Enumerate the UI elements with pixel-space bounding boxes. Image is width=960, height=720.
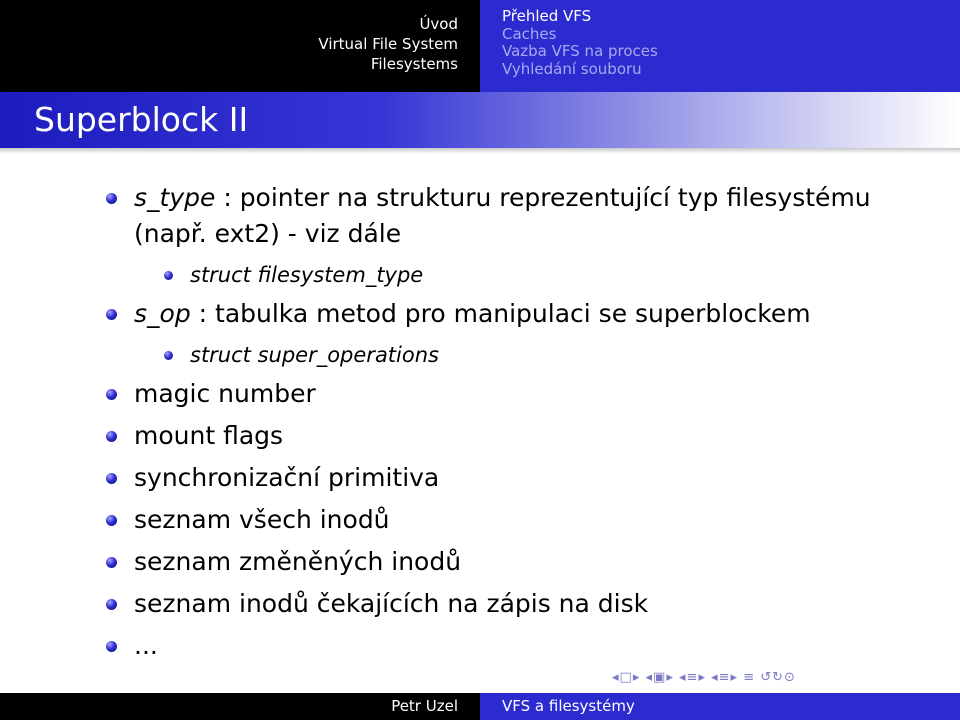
list-item — [106, 586, 926, 622]
bullet-icon — [106, 473, 117, 484]
next-frame-icon[interactable]: ▸ — [632, 670, 641, 685]
item-text: : pointer na strukturu reprezentující typ filesystému (např. ext2) - viz dále — [134, 183, 871, 248]
appendix-icon[interactable]: ≡ — [743, 670, 756, 685]
section-link-vfs[interactable]: Virtual File System — [318, 35, 458, 53]
item-text: synchronizační primitiva — [134, 463, 440, 492]
bullet-icon — [106, 599, 117, 610]
item-text: magic number — [134, 379, 316, 408]
doc-icon[interactable]: ≡ — [718, 670, 731, 685]
footer-author-box — [0, 693, 480, 720]
item-text: : tabulka metod pro manipulaci se superblockem — [190, 299, 811, 328]
footer-title: VFS a filesystémy — [502, 697, 635, 715]
footer-author: Petr Uzel — [391, 697, 458, 715]
bullet-icon — [106, 193, 117, 204]
subsection-link-prehled[interactable]: Přehled VFS — [502, 7, 592, 25]
sub-list-item — [164, 260, 926, 290]
item-text: seznam inodů čekajících na zápis na disk — [134, 589, 649, 618]
section-navigation — [0, 0, 480, 92]
page-title: Superblock II — [34, 100, 249, 139]
section-link-filesystems[interactable]: Filesystems — [370, 55, 458, 73]
subsection-link-vyhledani[interactable]: Vyhledání souboru — [502, 59, 642, 78]
item-text: ... — [134, 631, 158, 660]
item-text: seznam všech inodů — [134, 505, 390, 534]
field-name: s_op — [134, 299, 191, 328]
list-item — [106, 376, 926, 412]
item-text: seznam změněných inodů — [134, 547, 462, 576]
sub-list-item — [164, 340, 926, 370]
list-item — [106, 544, 926, 580]
frame-icon[interactable]: □ — [619, 670, 633, 685]
title-shadow — [0, 148, 960, 154]
section-link-uvod[interactable]: Úvod — [419, 15, 458, 33]
prev-frame-icon[interactable]: ◂ — [612, 670, 620, 685]
bullet-icon — [164, 351, 173, 360]
item-text: mount flags — [134, 421, 284, 450]
item-text: struct super_operations — [190, 343, 439, 367]
footer — [0, 693, 960, 720]
bullet-icon — [106, 515, 117, 526]
slide-content — [106, 180, 926, 664]
bullet-icon — [164, 271, 173, 280]
subsection-navigation — [480, 0, 960, 92]
next-section-icon[interactable]: ▸ — [698, 670, 706, 685]
subsection-link-caches[interactable]: Caches — [502, 24, 557, 43]
list-item — [106, 180, 926, 252]
bullet-icon — [106, 641, 117, 652]
header-navigation — [0, 0, 960, 92]
next-subsection-icon[interactable]: ▸ — [666, 670, 674, 685]
list-item — [106, 628, 926, 664]
frame-title-bar — [0, 92, 960, 148]
list-item — [106, 460, 926, 496]
list-item — [106, 502, 926, 538]
bullet-icon — [106, 389, 117, 400]
subsection-icon[interactable]: ▣ — [653, 670, 667, 685]
footer-title-box — [480, 693, 960, 720]
beamer-navigation-symbols — [612, 670, 796, 685]
list-item — [106, 296, 926, 332]
section-icon[interactable]: ≡ — [686, 670, 699, 685]
prev-doc-icon[interactable]: ◂ — [711, 670, 719, 685]
item-text: struct filesystem_type — [190, 263, 424, 287]
prev-subsection-icon[interactable]: ◂ — [645, 670, 654, 685]
next-doc-icon[interactable]: ▸ — [730, 670, 739, 685]
search-icon[interactable]: ↺↻⊙ — [760, 670, 796, 685]
subsection-link-vazba[interactable]: Vazba VFS na proces — [502, 42, 658, 60]
bullet-icon — [106, 309, 117, 320]
bullet-icon — [106, 557, 117, 568]
prev-section-icon[interactable]: ◂ — [679, 670, 687, 685]
bullet-icon — [106, 431, 117, 442]
field-name: s_type — [134, 183, 216, 212]
list-item — [106, 418, 926, 454]
